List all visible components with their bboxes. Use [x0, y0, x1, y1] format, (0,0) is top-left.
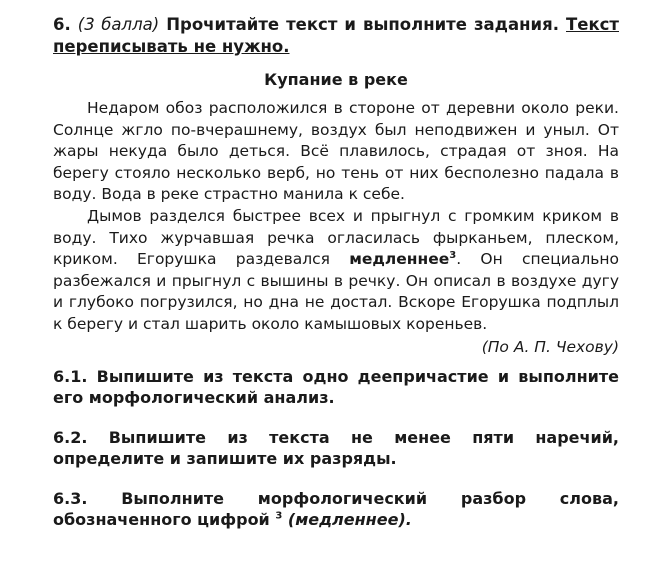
text-paragraph-2: [53, 206, 619, 336]
question-6-3-mark: 3: [275, 510, 283, 522]
question-6-2: 6.2. Выпишите из текста не менее пяти наречий, определите и запишите их разряды.: [53, 427, 619, 469]
question-6-1: 6.1. Выпишите из текста одно деепричастие и выполните его морфологический анализ.: [53, 366, 619, 408]
paragraph-2-start: Дымов разделся быстрее всех и прыгнул с громким криком в воду. Тихо журчавшая речка огласилась фырканьем, плеском, криком. Егорушка раздевался: [53, 206, 619, 269]
text-body: [53, 98, 619, 336]
question-6-3: [53, 488, 619, 531]
task-header: [53, 14, 619, 58]
document-page: [53, 14, 619, 549]
task-number: 6.: [53, 15, 71, 34]
text-paragraph-1: Недаром обоз расположился в стороне от деревни около реки. Солнце жгло по-вчерашнему, воздух был неподвижен и уныл. От жары некуда было деться. Всё плавилось, страдая от зноя. На берегу стояло несколько верб, но тень от них бесполезно падала в воду. Вода в реке страстно манила к себе.: [53, 99, 619, 204]
question-6-3-ref: (медленнее).: [287, 510, 412, 530]
task-instruction: Прочитайте текст и выполните задания.: [166, 15, 559, 34]
text-title: Купание в реке: [264, 70, 408, 89]
text-author: (По А. П. Чехову): [481, 337, 619, 356]
question-6-3-text: 6.3. Выполните морфологический разбор слова, обозначенного цифрой: [53, 488, 619, 530]
task-note: Текст переписывать не нужно.: [53, 15, 619, 56]
task-points: (3 балла): [77, 15, 160, 34]
footnote-mark: 3: [449, 250, 457, 261]
paragraph-2-end: . Он специально разбежался и прыгнул с вышины в речку. Он описал в воздухе дугу и глубоко погрузился, но дна не достал. Вскоре Егорушка подплыл к берегу и стал шарить около камышовых кореньев.: [53, 250, 619, 333]
footnote-word: медленнее: [349, 250, 450, 269]
